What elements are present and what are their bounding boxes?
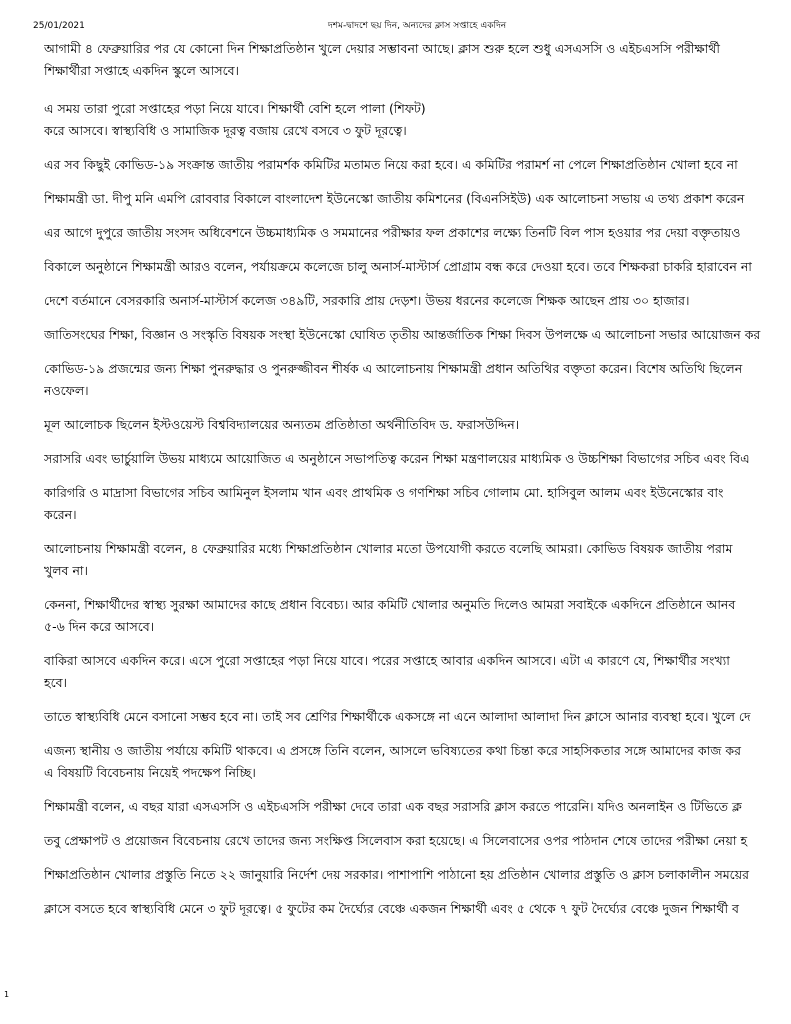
article-paragraph [44,414,791,436]
article-paragraph [44,706,791,728]
paragraph-line: কোভিড-১৯ প্রজন্মের জন্য শিক্ষা পুনরুদ্ধার ও পুনরুজ্জীবন শীর্ষক এ আলোচনায় শিক্ষামন্ত্রী প্রধান অতিথির বক্তৃতা করেন। বিশেষ অতিথি ছিলেন [44,361,743,376]
paragraph-line: এর সব কিছুই কোভিড-১৯ সংক্রান্ত জাতীয় পরামর্শক কমিটির মতামত নিয়ে করা হবে। এ কমিটির পরামর্শ না পেলে শিক্ষাপ্রতিষ্ঠান খোলা হবে না [44,157,738,172]
article-paragraph [44,448,791,470]
print-title: দশম-দ্বাদশে ছয় দিন, অন্যদের ক্লাস সপ্তাহে একদিন [328,21,507,31]
paragraph-line: শিক্ষার্থীরা সপ্তাহে একদিন স্কুলে আসবে। [44,63,240,78]
article-body [44,38,791,920]
paragraph-line: ক্লাসে বসতে হবে স্বাস্থ্যবিধি মেনে ৩ ফুট দূরত্বে। ৫ ফুটের কম দৈর্ঘ্যের বেঞ্চে একজন শিক্ষার্থী এবং ৫ থেকে ৭ ফুট দৈর্ঘ্যের বেঞ্চে দুজন শিক্ষার্থী ব [44,901,740,916]
paragraph-line: সরাসরি এবং ভার্চুয়ালি উভয় মাধ্যমে আয়োজিত এ অনুষ্ঠানে সভাপতিত্ব করেন শিক্ষা মন্ত্রণালয়ের মাধ্যমিক ও উচ্চশিক্ষা বিভাগের সচিব এবং বিএ [44,451,750,466]
article-paragraph [44,538,791,582]
paragraph-line: ৫-৬ দিন করে আসবে। [44,619,155,634]
paragraph-line: খুলব না। [44,563,89,578]
paragraph-line: করে আসবে। স্বাস্থ্যবিধি ও সামাজিক দূরত্ব বজায় রেখে বসবে ৩ ফুট দূরত্বে। [44,123,407,138]
article-paragraph [44,290,791,312]
article-paragraph [44,222,791,244]
paragraph-line: বাকিরা আসবে একদিন করে। এসে পুরো সপ্তাহের পড়া নিয়ে যাবে। পরের সপ্তাহে আবার একদিন আসবে। এটা এ কারণে যে, শিক্ষার্থীর সংখ্যা [44,653,730,668]
paragraph-line: দেশে বর্তমানে বেসরকারি অনার্স-মাস্টার্স কলেজ ৩৪৯টি, সরকারি প্রায় দেড়শ। উভয় ধরনের কলেজে শিক্ষক আছেন প্রায় ৩০ হাজার। [44,293,690,308]
paragraph-line: আলোচনায় শিক্ষামন্ত্রী বলেন, ৪ ফেব্রুয়ারির মধ্যে শিক্ষাপ্রতিষ্ঠান খোলার মতো উপযোগী করতে বলেছি আমরা। কোভিড বিষয়ক জাতীয় পরাম [44,541,733,556]
paragraph-line: আগামী ৪ ফেব্রুয়ারির পর যে কোনো দিন শিক্ষাপ্রতিষ্ঠান খুলে দেয়ার সম্ভাবনা আছে। ক্লাস শুরু হলে শুধু এসএসসি ও এইচএসসি পরীক্ষার্থী [44,41,720,56]
paragraph-line: তবু প্রেক্ষাপট ও প্রয়োজন বিবেচনায় রেখে তাদের জন্য সংক্ষিপ্ত সিলেবাস করা হয়েছে। এ সিলেবাসের ওপর পাঠদান শেষে তাদের পরীক্ষা নেয়া হ [44,833,748,848]
article-paragraph [44,864,791,886]
paragraph-line: এজন্য স্থানীয় ও জাতীয় পর্যায়ে কমিটি থাকবে। এ প্রসঙ্গে তিনি বলেন, আসলে ভবিষ্যতের কথা চিন্তা করে সাহসিকতার সঙ্গে আমাদের কাজ কর [44,743,742,758]
article-paragraph [44,830,791,852]
paragraph-line: এর আগে দুপুরে জাতীয় সংসদ অধিবেশনে উচ্চমাধ্যমিক ও সমমানের পরীক্ষার ফল প্রকাশের লক্ষ্যে তিনটি বিল পাস হওয়ার পর দেয়া বক্তৃতায়ও [44,225,741,240]
print-header [33,20,791,34]
paragraph-line: মূল আলোচক ছিলেন ইস্টওয়েস্ট বিশ্ববিদ্যালয়ের অন্যতম প্রতিষ্ঠাতা অর্থনীতিবিদ ড. ফরাসউদ্দিন। [44,417,520,432]
article-paragraph [44,796,791,818]
paragraph-line: নওফেল। [44,383,89,398]
paragraph-line: এ বিষয়টি বিবেচনায় নিয়েই পদক্ষেপ নিচ্ছি। [44,765,256,780]
paragraph-line: কেননা, শিক্ষার্থীদের স্বাস্থ্য সুরক্ষা আমাদের কাছে প্রধান বিবেচ্য। আর কমিটি খোলার অনুমতি দিলেও আমরা সবাইকে একদিনে প্রতিষ্ঠানে আনব [44,597,736,612]
article-paragraph [44,98,791,142]
print-date: 25/01/2021 [33,21,85,31]
margin-mark: 1 [4,990,10,999]
article-paragraph [44,324,791,346]
paragraph-line: কারিগরি ও মাদ্রাসা বিভাগের সচিব আমিনুল ইসলাম খান এবং প্রাথমিক ও গণশিক্ষা সচিব গোলাম মো. হাসিবুল আলম এবং ইউনেস্কোর বাং [44,485,724,500]
paragraph-line: এ সময় তারা পুরো সপ্তাহের পড়া নিয়ে যাবে। শিক্ষার্থী বেশি হলে পালা (শিফট) [44,101,426,116]
article-paragraph [44,594,791,638]
paragraph-line: হবে। [44,675,68,690]
article-paragraph [44,38,791,82]
article-paragraph [44,740,791,784]
paragraph-line: তাতে স্বাস্থ্যবিধি মেনে বসানো সম্ভব হবে না। তাই সব শ্রেণির শিক্ষার্থীকে একসঙ্গে না এনে আলাদা আলাদা দিন ক্লাসে আনার ব্যবস্থা হবে। খুলে দে [44,709,751,724]
paragraph-line: শিক্ষাপ্রতিষ্ঠান খোলার প্রস্তুতি নিতে ২২ জানুয়ারি নির্দেশ দেয় সরকার। পাশাপাশি পাঠানো হয় প্রতিষ্ঠান খোলার প্রস্তুতি ও ক্লাস চলাকালীন সময়ের [44,867,749,882]
paragraph-line: করেন। [44,507,77,522]
article-paragraph [44,188,791,210]
article-paragraph [44,898,791,920]
article-paragraph [44,256,791,278]
article-paragraph [44,154,791,176]
article-paragraph [44,358,791,402]
paragraph-line: শিক্ষামন্ত্রী ডা. দীপু মনি এমপি রোববার বিকালে বাংলাদেশ ইউনেস্কো জাতীয় কমিশনের (বিএনসিইউ) এক আলোচনা সভায় এ তথ্য প্রকাশ করেন [44,191,745,206]
paragraph-line: শিক্ষামন্ত্রী বলেন, এ বছর যারা এসএসসি ও এইচএসসি পরীক্ষা দেবে তারা এক বছর সরাসরি ক্লাস করতে পারেনি। যদিও অনলাইন ও টিভিতে ক্ল [44,799,742,814]
paragraph-line: জাতিসংঘের শিক্ষা, বিজ্ঞান ও সংস্কৃতি বিষয়ক সংস্থা ইউনেস্কো ঘোষিত তৃতীয় আন্তর্জাতিক শিক্ষা দিবস উপলক্ষে এ আলোচনা সভার আয়োজন কর [44,327,761,342]
article-paragraph [44,650,791,694]
paragraph-line: বিকালে অনুষ্ঠানে শিক্ষামন্ত্রী আরও বলেন, পর্যায়ক্রমে কলেজে চালু অনার্স-মাস্টার্স প্রোগ্রাম বন্ধ করে দেওয়া হবে। তবে শিক্ষকরা চাকরি হারাবেন না [44,259,752,274]
article-paragraph [44,482,791,526]
